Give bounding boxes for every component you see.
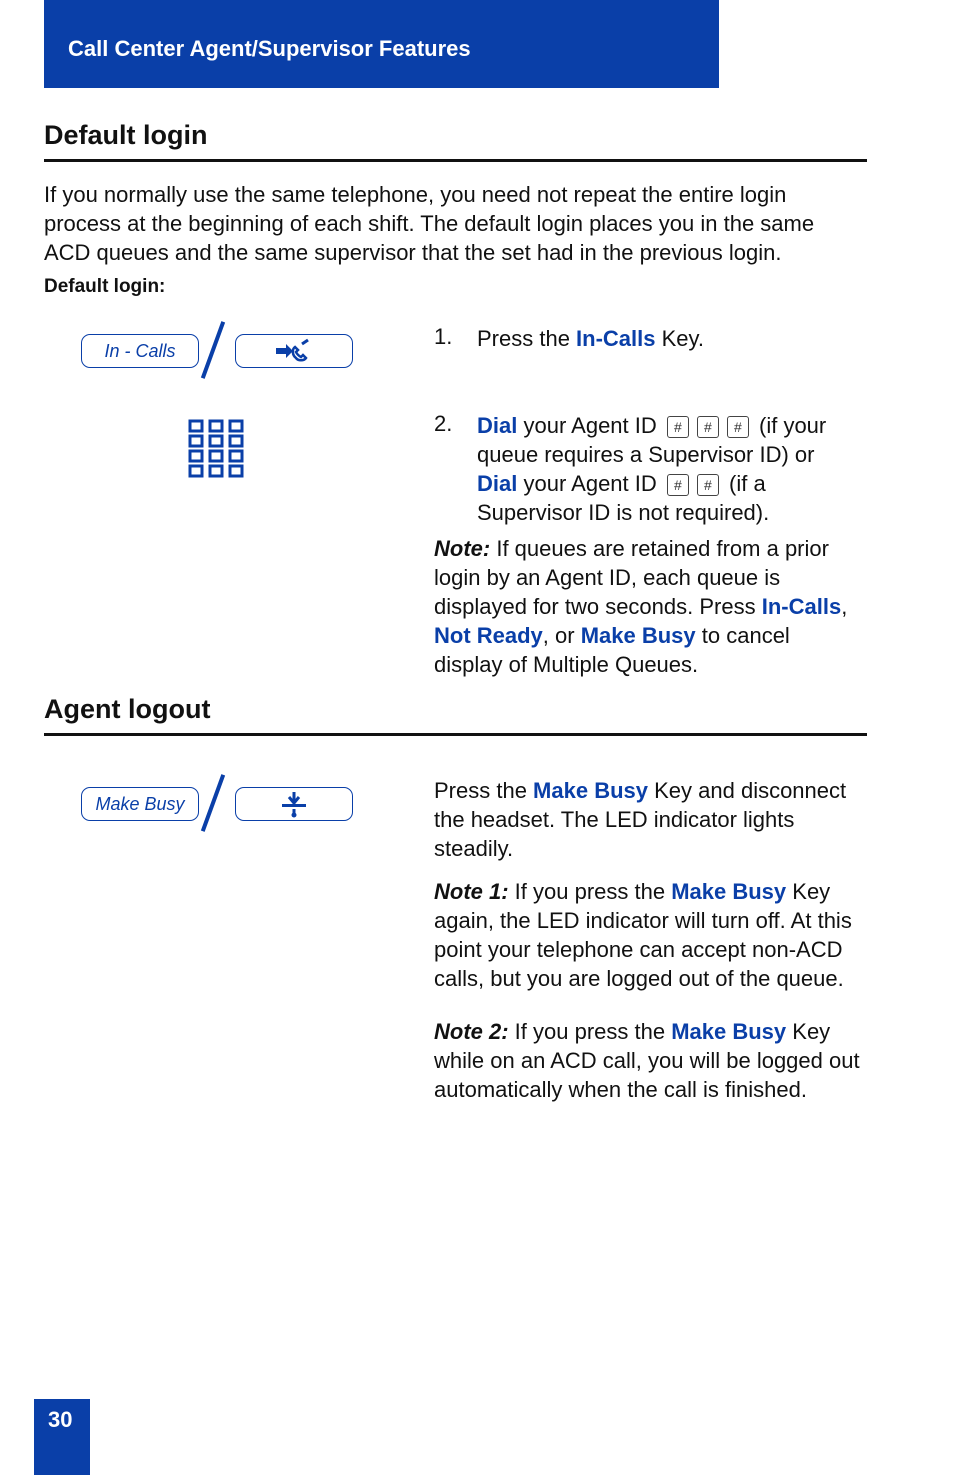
step-2-text-b2: (if a Supervisor ID is not required). <box>477 471 770 525</box>
note-1-paragraph <box>434 877 864 993</box>
hash-key: # <box>667 416 689 438</box>
note-2-pre: If you press the <box>508 1019 672 1044</box>
note-1-pre: If you press the <box>508 879 672 904</box>
dial-key-1: Dial <box>477 413 518 438</box>
in-calls-key-label: In - Calls <box>104 340 176 361</box>
step-1-pre: Press the <box>477 326 577 351</box>
logout-text-pre: Press the <box>434 778 534 803</box>
section-rule <box>44 159 867 162</box>
make-busy-keyword: Make Busy <box>580 623 696 648</box>
section-title-default-login: Default login <box>44 120 208 150</box>
handsfree-key <box>235 334 353 368</box>
sub-label: Default login: <box>44 276 166 297</box>
section-rule <box>44 733 867 736</box>
make-busy-keyword: Make Busy <box>671 1019 787 1044</box>
note-2-paragraph <box>434 1017 864 1104</box>
header-bar <box>44 0 719 88</box>
make-busy-keyword: Make Busy <box>671 879 787 904</box>
section-title-agent-logout: Agent logout <box>44 694 211 724</box>
step-2-text-a2: (if your queue requires a Supervisor ID) or <box>477 413 827 467</box>
note-label: Note: <box>434 536 491 561</box>
headset-release-key <box>235 787 353 821</box>
page-number: 30 <box>48 1407 73 1432</box>
make-busy-key-label: Make Busy <box>95 793 185 814</box>
not-ready-keyword: Not Ready <box>434 623 543 648</box>
handsfree-phone-icon <box>272 338 316 364</box>
header-title: Call Center Agent/Supervisor Features <box>68 36 471 61</box>
in-calls-key <box>81 334 199 368</box>
note-paragraph <box>434 534 859 679</box>
step-1-key: In-Calls <box>576 326 656 351</box>
page-number-box <box>34 1399 90 1475</box>
in-calls-keyword: In-Calls <box>761 594 842 619</box>
step-2-text-a1: your Agent ID <box>517 413 663 438</box>
note-text-2: , <box>841 594 848 619</box>
step-2-text <box>477 411 857 527</box>
slash-divider <box>201 774 225 832</box>
logout-paragraph <box>434 776 859 863</box>
dial-key-2: Dial <box>477 471 518 496</box>
make-busy-key <box>81 787 199 821</box>
step-1-text <box>477 324 857 353</box>
slash-divider <box>201 321 225 379</box>
hash-key: # <box>667 474 689 496</box>
hash-key: # <box>727 416 749 438</box>
note-text-1: If queues are retained from a prior login by an Agent ID, each queue is displayed for two seconds. Press <box>434 536 829 619</box>
step-1-number: 1. <box>434 324 453 349</box>
logout-text-post: Key and disconnect the headset. The LED indicator lights steadily. <box>434 778 847 861</box>
step-1-post: Key. <box>655 326 705 351</box>
note-2-label: Note 2: <box>434 1019 509 1044</box>
note-1-label: Note 1: <box>434 879 509 904</box>
step-2-number: 2. <box>434 411 453 436</box>
note-1-post: Key again, the LED indicator will turn off. At this point your telephone can accept non-ACD calls, but you are logged out of the queue. <box>434 879 852 991</box>
note-2-post: Key while on an ACD call, you will be logged out automatically when the call is finished. <box>434 1019 860 1102</box>
intro-paragraph: If you normally use the same telephone, you need not repeat the entire login process at the beginning of each shift. The default login places you in the same ACD queues and the same supervisor that the set had in the previous login. <box>44 182 815 265</box>
step-2-text-b1: your Agent ID <box>517 471 663 496</box>
note-text-4: to cancel display of Multiple Queues. <box>434 623 790 677</box>
dialpad-icon <box>188 419 246 479</box>
hash-key: # <box>697 416 719 438</box>
make-busy-keyword: Make Busy <box>533 778 648 803</box>
note-text-3: , or <box>542 623 581 648</box>
hash-key: # <box>697 474 719 496</box>
headset-release-icon <box>279 790 309 818</box>
